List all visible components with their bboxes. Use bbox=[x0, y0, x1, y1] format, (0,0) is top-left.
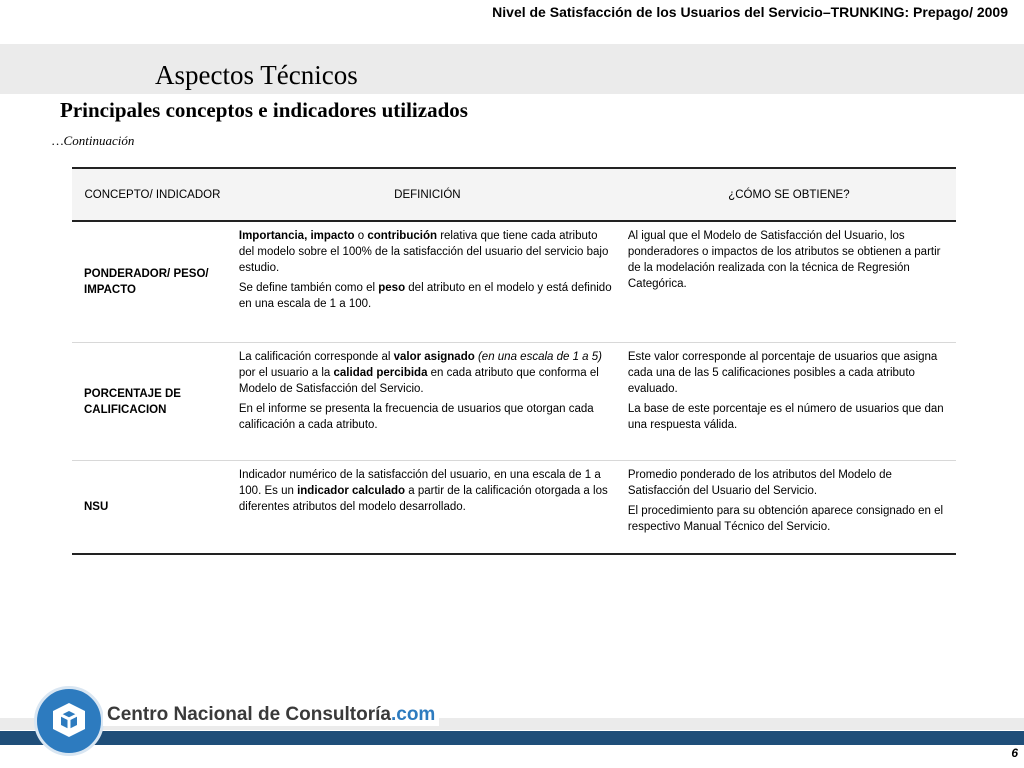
company-logo-icon bbox=[34, 686, 104, 756]
how-cell: Este valor corresponde al porcentaje de usuarios que asigna cada una de las 5 calificaciones posibles a cada atributo evaluado. La base de este porcentaje es el número de usuarios que dan una respuesta válida. bbox=[622, 343, 956, 461]
header-concept: CONCEPTO/ INDICADOR bbox=[72, 168, 233, 221]
table-row bbox=[72, 461, 956, 555]
section-title: Aspectos Técnicos bbox=[155, 60, 358, 90]
document-header-title: Nivel de Satisfacción de los Usuarios del Servicio–TRUNKING: Prepago/ 2009 bbox=[492, 4, 1008, 20]
definition-cell: La calificación corresponde al valor asignado (en una escala de 1 a 5) por el usuario a la calidad percibida en cada atributo que conforma el Modelo de Satisfacción del Servicio. En el informe se presenta la frecuencia de usuarios que otorgan cada calificación a cada atributo. bbox=[233, 343, 622, 461]
page-number: 6 bbox=[1011, 746, 1018, 760]
footer-bar bbox=[0, 731, 1024, 745]
header-definition: DEFINICIÓN bbox=[233, 168, 622, 221]
table-row bbox=[72, 343, 956, 461]
header-how-obtained: ¿CÓMO SE OBTIENE? bbox=[622, 168, 956, 221]
concepts-table bbox=[72, 167, 956, 555]
subtitle: Principales conceptos e indicadores utilizados bbox=[60, 98, 468, 122]
company-logo-text: Centro Nacional de Consultoría.com bbox=[103, 704, 439, 726]
definition-cell: Importancia, impacto o contribución relativa que tiene cada atributo del modelo sobre el 100% de la satisfacción del usuario del servicio bajo estudio. Se define también como el peso del atributo en el modelo y está definido en una escala de 1 a 100. bbox=[233, 221, 622, 343]
how-cell: Al igual que el Modelo de Satisfacción del Usuario, los ponderadores o impactos de los atributos se obtienen a partir de la modelación realizada con la técnica de Regresión Categórica. bbox=[622, 221, 956, 343]
continuation-note: …Continuación bbox=[52, 133, 135, 148]
concept-cell: PONDERADOR/ PESO/ IMPACTO bbox=[72, 221, 233, 343]
table-row bbox=[72, 221, 956, 343]
how-cell: Promedio ponderado de los atributos del Modelo de Satisfacción del Usuario del Servicio. El procedimiento para su obtención aparece consignado en el respectivo Manual Técnico del Servicio. bbox=[622, 461, 956, 555]
concept-cell: PORCENTAJE DE CALIFICACION bbox=[72, 343, 233, 461]
title-band bbox=[0, 44, 1024, 94]
definition-cell: Indicador numérico de la satisfacción del usuario, en una escala de 1 a 100. Es un indicador calculado a partir de la calificación otorgada a los diferentes atributos del modelo desarrollado. bbox=[233, 461, 622, 555]
table-header-row bbox=[72, 168, 956, 221]
concept-cell: NSU bbox=[72, 461, 233, 555]
